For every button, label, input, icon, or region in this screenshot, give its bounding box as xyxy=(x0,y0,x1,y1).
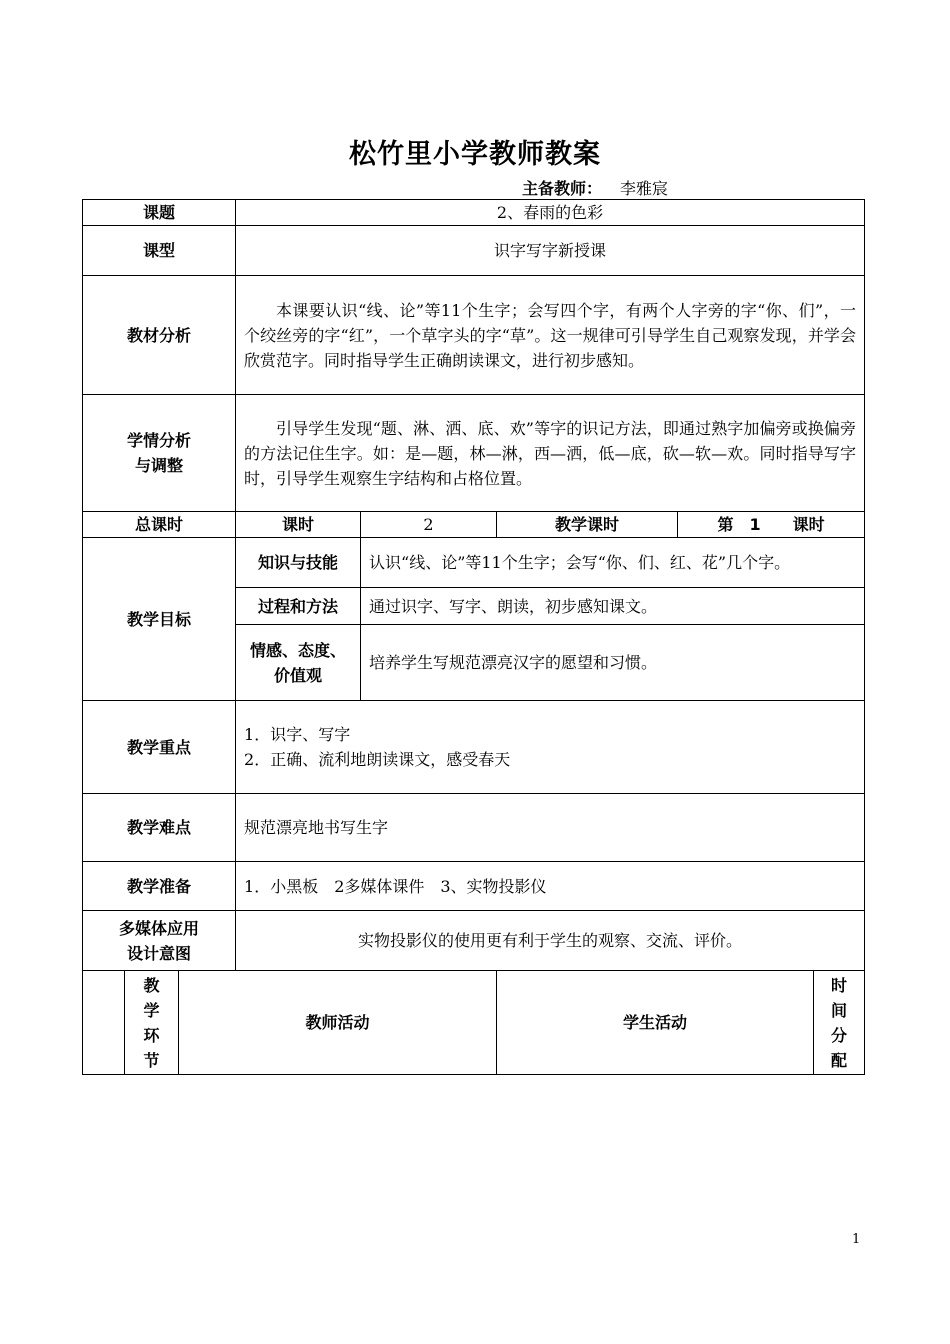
difficulty-label: 教学难点 xyxy=(83,794,236,862)
knowledge-value: 认识“线、论”等11个生字；会写“你、们、红、花”几个字。 xyxy=(361,538,865,588)
students-label-line1: 学情分析 xyxy=(127,431,192,450)
goals-knowledge-row xyxy=(83,538,865,588)
teacher-name: 李雅宸 xyxy=(620,179,669,198)
multimedia-label xyxy=(83,911,236,971)
material-value: 本课要认识“线、论”等11个生字；会写四个字，有两个人字旁的字“你、们”，一个绞丝旁的字“红”，一个草字头的字“草”。这一规律可引导学生自己观察发现，并学会欣赏范字。同时指导学生正确朗读课文，进行初步感知。 xyxy=(236,276,865,395)
knowledge-label: 知识与技能 xyxy=(236,538,361,588)
teaching-step-char: 学 xyxy=(143,1000,160,1020)
teaching-step-char: 节 xyxy=(143,1050,160,1070)
preparation-label: 教学准备 xyxy=(83,862,236,911)
lesson-plan-table xyxy=(82,199,865,1075)
time-allocation-header xyxy=(814,971,865,1075)
topic-value: 2、春雨的色彩 xyxy=(236,200,865,226)
time-allocation-char: 分 xyxy=(831,1025,848,1045)
students-label xyxy=(83,395,236,512)
teacher-line xyxy=(522,176,668,199)
students-label-line2: 与调整 xyxy=(135,456,184,475)
key-points-row xyxy=(83,701,865,794)
period-value: 第 1 课时 xyxy=(678,512,865,538)
multimedia-label-line2: 设计意图 xyxy=(127,943,192,963)
teacher-activity-header: 教师活动 xyxy=(179,971,497,1075)
difficulty-value: 规范漂亮地书写生字 xyxy=(236,794,865,862)
hours-label: 课时 xyxy=(236,512,361,538)
page-title: 松竹里小学教师教案 xyxy=(349,139,601,170)
teaching-step-char: 环 xyxy=(143,1025,160,1045)
hours-row xyxy=(83,512,865,538)
emotion-value: 培养学生写规范漂亮汉字的愿望和习惯。 xyxy=(361,625,865,701)
time-allocation-char: 配 xyxy=(831,1050,848,1070)
activity-header-row xyxy=(83,971,865,1075)
period-label: 教学课时 xyxy=(497,512,678,538)
teaching-step-header xyxy=(125,971,179,1075)
lesson-type-label: 课型 xyxy=(83,226,236,276)
blank-cell xyxy=(83,971,125,1075)
key-point-item: 1．识字、写字 xyxy=(244,725,351,744)
page-number: 1 xyxy=(852,1232,861,1247)
key-point-item: 2．正确、流利地朗读课文，感受春天 xyxy=(244,750,511,769)
goals-label: 教学目标 xyxy=(83,538,236,701)
topic-label: 课题 xyxy=(83,200,236,226)
time-allocation-char: 时 xyxy=(831,975,848,995)
multimedia-value: 实物投影仪的使用更有利于学生的观察、交流、评价。 xyxy=(236,911,865,971)
process-label: 过程和方法 xyxy=(236,588,361,625)
students-value: 引导学生发现“题、淋、洒、底、欢”等字的识记方法，即通过熟字加偏旁或换偏旁的方法记住生字。如：是—题，林—淋，西—洒，低—底，砍—软—欢。同时指导写字时，引导学生观察生字结构和占格位置。 xyxy=(236,395,865,512)
teacher-label: 主备教师： xyxy=(522,179,603,198)
preparation-row xyxy=(83,862,865,911)
emotion-label-line1: 情感、态度、 xyxy=(250,640,347,660)
student-activity-header: 学生活动 xyxy=(497,971,814,1075)
teaching-step-char: 教 xyxy=(143,975,160,995)
process-value: 通过识字、写字、朗读，初步感知课文。 xyxy=(361,588,865,625)
lesson-type-row xyxy=(83,226,865,276)
topic-row xyxy=(83,200,865,226)
emotion-label xyxy=(236,625,361,701)
difficulty-row xyxy=(83,794,865,862)
preparation-value: 1．小黑板 2多媒体课件 3、实物投影仪 xyxy=(236,862,865,911)
multimedia-label-line1: 多媒体应用 xyxy=(119,918,200,938)
emotion-label-line2: 价值观 xyxy=(274,665,323,685)
total-hours-label: 总课时 xyxy=(83,512,236,538)
multimedia-row xyxy=(83,911,865,971)
key-points-value xyxy=(236,701,865,794)
material-label: 教材分析 xyxy=(83,276,236,395)
time-allocation-char: 间 xyxy=(831,1000,848,1020)
material-row xyxy=(83,276,865,395)
hours-value: 2 xyxy=(361,512,497,538)
lesson-type-value: 识字写字新授课 xyxy=(236,226,865,276)
key-points-label: 教学重点 xyxy=(83,701,236,794)
students-row xyxy=(83,395,865,512)
